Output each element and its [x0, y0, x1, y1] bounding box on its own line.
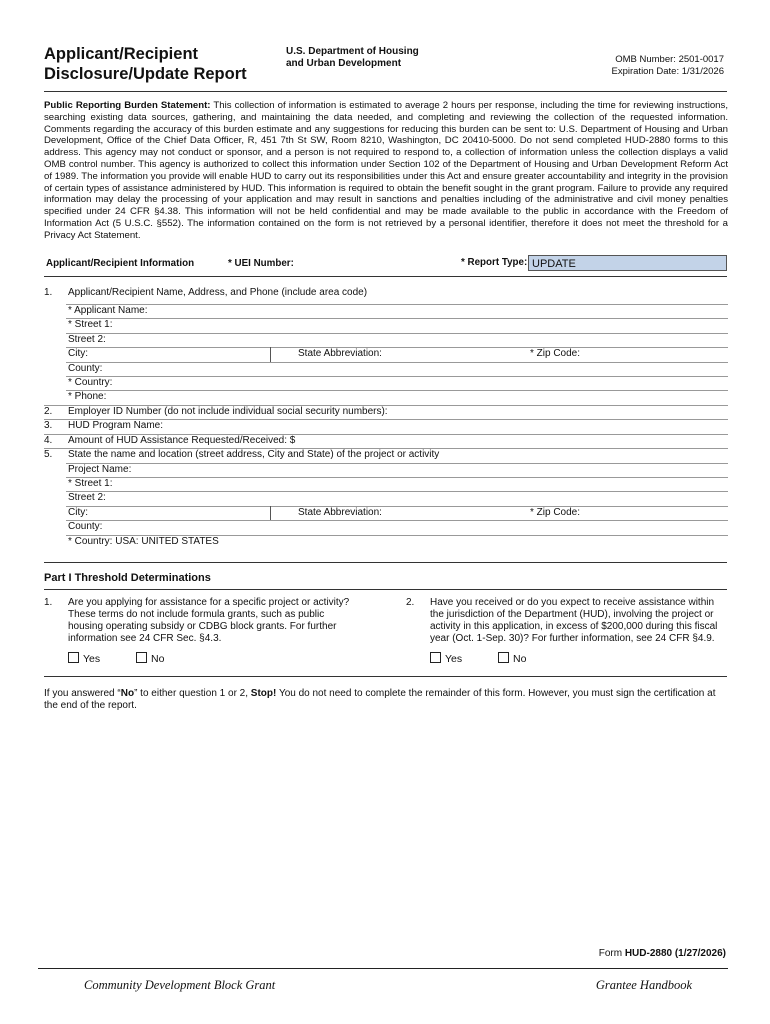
tq2-line: year (Oct. 1-Sep. 30)? For further information, see 24 CFR §4.9. [430, 633, 715, 644]
q5-label: State the name and location (street address, City and State) of the project or activity [68, 449, 440, 461]
applicant-street2-field[interactable] [44, 333, 728, 347]
project-city-label: City: [68, 506, 88, 518]
project-country-field[interactable] [44, 535, 728, 549]
applicant-name-label: * Applicant Name: [68, 305, 148, 316]
tq1-yes-checkbox[interactable] [68, 652, 79, 663]
part1-title: Part I Threshold Determinations [44, 572, 211, 584]
tq2-yes-option[interactable] [430, 652, 462, 665]
q5-row [44, 448, 728, 462]
tq1-line: housing operating subsidy or CDBG block grants. For further [68, 621, 337, 632]
applicant-state-label: State Abbreviation: [298, 348, 382, 360]
note-stop: Stop! [250, 688, 277, 699]
note-no: No [120, 688, 135, 699]
applicant-city-label: City: [68, 348, 88, 360]
footer-right: Grantee Handbook [595, 978, 692, 992]
applicant-city-row[interactable] [44, 347, 728, 361]
agency-line2: and Urban Development [286, 58, 402, 69]
project-country-label: * Country: USA: UNITED STATES [68, 535, 219, 547]
note-post: You do not need to complete the remainder of this form. However, you must sign the certification at the end of the report. [44, 688, 716, 711]
q4-number: 4. [44, 434, 53, 446]
applicant-street1-field[interactable] [44, 318, 728, 332]
project-state-label: State Abbreviation: [298, 506, 382, 518]
tq2-no-checkbox[interactable] [498, 652, 509, 663]
burden-label: Public Reporting Burden Statement: [44, 100, 211, 111]
applicant-street1-label: * Street 1: [68, 319, 113, 331]
tq2-yes-label: Yes [445, 653, 463, 665]
tq2-line: Have you received or do you expect to receive assistance within [430, 597, 715, 608]
applicant-street2-label: Street 2: [68, 333, 106, 345]
info-divider [44, 276, 727, 277]
applicant-country-label: * Country: [68, 377, 113, 388]
applicant-country-field[interactable] [44, 376, 728, 390]
project-street1-label: * Street 1: [68, 478, 113, 489]
section-label: Applicant/Recipient Information [46, 258, 195, 269]
q2-number: 2. [44, 406, 53, 417]
header-divider [44, 91, 727, 92]
footer-rule [38, 968, 728, 969]
applicant-phone-field[interactable] [44, 390, 728, 404]
tq1-yes-option[interactable] [68, 652, 100, 665]
project-county-field[interactable] [44, 520, 728, 534]
burden-text: This collection of information is estimated to average 2 hours per response, including the time for reviewing instructions, searching existing data sources, gathering, and maintaining the data needed, and completing and reviewing the collection of the requested information. Comments regarding the accuracy of this burden estimate and any suggestions for reducing this burden can be sent to: U.S. Department of Housing and Urban Development, Office of the Chief Data Officer, R, 451 7th St SW, Room 8210, Washington, DC 20410-5000. Do not send completed HUD-2880 forms to this address. This agency may not conduct or sponsor, and a person is not required to respond to, a collection of information unless the collection displays a valid OMB control number. This agency is authorized to collect this information under Section 102 of the Department of Housing and Urban Development Reform Act of 1989. The information you provide will enable HUD to carry out its responsibilities under this Act and ensure greater accountability and integrity in the provision of certain types of assistance administered by HUD. This information is required to obtain the benefit sought in the grant program. Failure to provide any required information may delay the processing of your application and may result in sanctions and penalties including of the administrative and civil money penalties specified under 24 CFR §4.38. This information will not be held confidential and may be made available to the public in accordance with the Freedom of Information Act (5 U.S.C. §552). The information contained on the form is not retrieved by a personal identifier, therefore it does not meet the threshold for a Privacy Act Statement. [44, 100, 728, 241]
note-pre: If you answered “ [44, 688, 121, 699]
tq1-line: These terms do not include formula grants, such as public [68, 609, 325, 620]
tq2-number: 2. [406, 597, 415, 608]
applicant-block [44, 304, 728, 404]
uei-label [228, 258, 294, 269]
applicant-zip-label: * Zip Code: [530, 348, 581, 360]
burden-statement [44, 100, 728, 242]
footer-left: Community Development Block Grant [84, 978, 276, 992]
expiration-date: Expiration Date: 1/31/2026 [611, 66, 724, 77]
project-county-label: County: [68, 521, 103, 533]
uei-label-text: * UEI Number: [228, 258, 294, 269]
hud-program-field[interactable] [44, 419, 728, 433]
applicant-phone-label: * Phone: [68, 391, 107, 403]
omb-number: OMB Number: 2501-0017 [615, 54, 724, 65]
project-street2-label: Street 2: [68, 492, 106, 504]
report-type-label: * Report Type: [461, 257, 528, 268]
items-divider [44, 562, 727, 563]
q5-number: 5. [44, 449, 53, 461]
stop-instruction [44, 688, 728, 712]
tq1-no-label: No [151, 653, 165, 665]
part1-divider [44, 589, 727, 590]
project-street1-field[interactable] [44, 477, 728, 491]
project-name-field[interactable] [44, 463, 728, 477]
q1-text: Applicant/Recipient Name, Address, and Phone (include area code) [68, 287, 368, 298]
items-block [44, 405, 728, 545]
agency-name [286, 46, 466, 70]
form-title [44, 44, 264, 84]
project-zip-label: * Zip Code: [530, 506, 581, 518]
q4-label: Amount of HUD Assistance Requested/Received: $ [68, 434, 296, 446]
tq2-no-label: No [513, 653, 527, 665]
tq1-no-option[interactable] [136, 652, 164, 665]
tq2-no-option[interactable] [498, 652, 526, 665]
q3-number: 3. [44, 420, 53, 432]
project-name-label: Project Name: [68, 463, 132, 475]
hud-amount-field[interactable] [44, 434, 728, 448]
form-number [599, 948, 726, 959]
report-type-select[interactable]: UPDATE [528, 255, 727, 271]
tq1-line: Are you applying for assistance for a specific project or activity? [68, 597, 350, 608]
employer-id-field[interactable] [44, 405, 728, 419]
city-divider [270, 347, 271, 361]
applicant-name-field[interactable] [44, 304, 728, 318]
form-number-id: HUD-2880 (1/27/2026) [624, 948, 726, 959]
q2-label: Employer ID Number (do not include individual social security numbers): [68, 406, 388, 417]
q1-number: 1. [44, 287, 53, 298]
tq2-yes-checkbox[interactable] [430, 652, 441, 663]
tq1-yes-label: Yes [83, 653, 101, 665]
omb-info [612, 54, 725, 78]
form-number-prefix: Form [598, 948, 625, 959]
tq2-line: activity in this application, in excess of $200,000 during this fiscal [430, 621, 718, 632]
tq1-line: information see 24 CFR Sec. §4.3. [68, 633, 222, 644]
city-divider [270, 506, 271, 520]
applicant-county-field[interactable] [44, 362, 728, 376]
form-title-line1: Applicant/Recipient [44, 45, 199, 63]
q3-label: HUD Program Name: [68, 420, 164, 432]
tq2-line: the jurisdiction of the Department (HUD), involving the project or [430, 609, 714, 620]
project-street2-field[interactable] [44, 491, 728, 505]
tq1-number: 1. [44, 597, 53, 608]
note-mid: ” to either question 1 or 2, [134, 688, 251, 699]
form-title-line2: Disclosure/Update Report [44, 65, 247, 83]
applicant-county-label: County: [68, 362, 103, 374]
part1-bottom-divider [44, 676, 727, 677]
project-city-row[interactable] [44, 506, 728, 520]
agency-line1: U.S. Department of Housing [286, 46, 419, 57]
tq1-no-checkbox[interactable] [136, 652, 147, 663]
